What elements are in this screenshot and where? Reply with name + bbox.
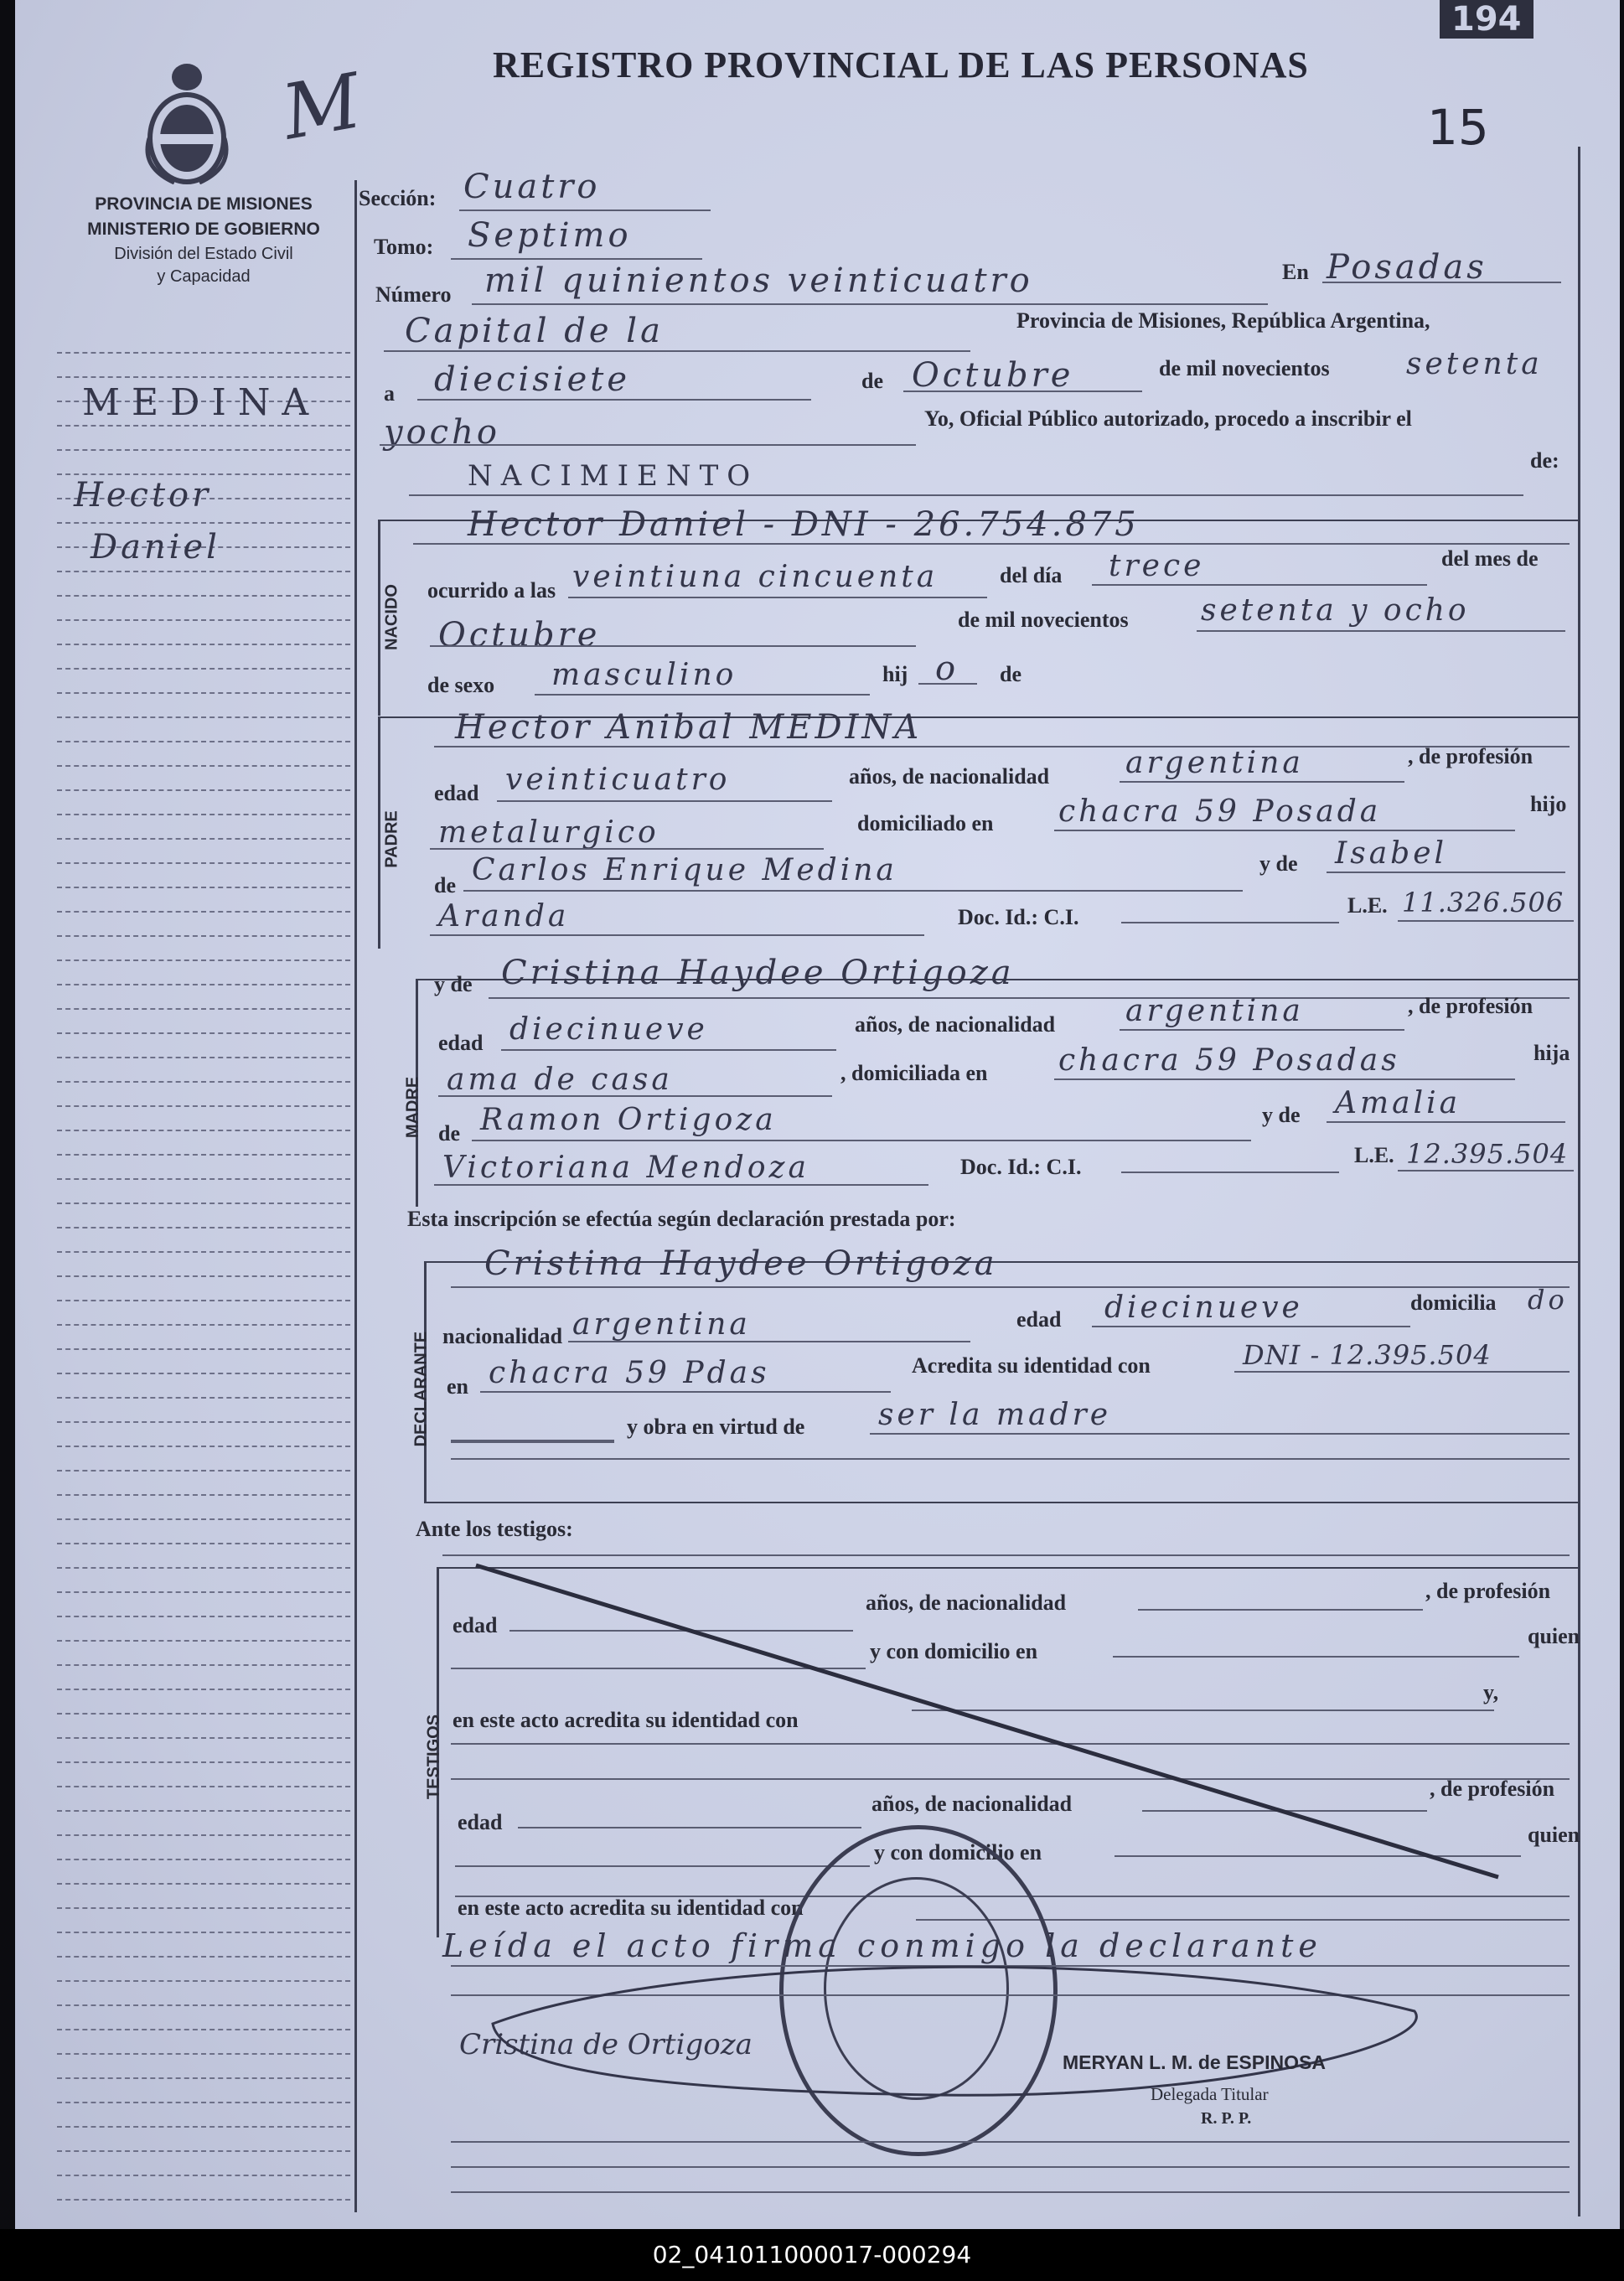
- padre-prof-value: metalurgico: [438, 815, 659, 850]
- testigo1-prof-label: , de profesión: [1425, 1579, 1551, 1603]
- mes-value: Octubre: [912, 356, 1074, 395]
- margin-rule-line: [57, 1081, 350, 1083]
- seccion-value: Cuatro: [463, 168, 601, 206]
- declarante-nac-label: nacionalidad: [442, 1324, 563, 1348]
- margin-rule-line: [57, 814, 350, 815]
- declarante-edad-value: diecinueve: [1104, 1290, 1303, 1325]
- margin-rule-line: [57, 1786, 350, 1787]
- sexo-value: masculino: [551, 658, 737, 692]
- tomo-label: Tomo:: [374, 235, 434, 259]
- margin-rule-line: [57, 959, 350, 961]
- mil-label: de mil novecientos: [1159, 356, 1330, 380]
- declarante-en-label: en: [447, 1374, 468, 1399]
- ante-testigos-label: Ante los testigos:: [416, 1517, 573, 1541]
- margin-rule-line: [57, 1008, 350, 1010]
- padre-dom-label: domiciliado en: [857, 811, 994, 835]
- margin-rule-line: [57, 571, 350, 572]
- margin-rule-line: [57, 425, 350, 427]
- declarante-dom-value: do: [1528, 1284, 1568, 1316]
- del-mes-label: del mes de: [1441, 546, 1539, 571]
- margin-rule-line: [57, 2199, 350, 2201]
- numero-label: Número: [375, 282, 452, 307]
- margin-rule-line: [57, 1057, 350, 1058]
- margin-rule-line: [57, 1421, 350, 1423]
- madre-yde2-label: y de: [1262, 1103, 1301, 1127]
- en-value: Posadas: [1327, 248, 1487, 287]
- obra-label: y obra en virtud de: [627, 1415, 805, 1439]
- margin-rule-line: [57, 789, 350, 791]
- madre-yde-label: y de: [434, 972, 473, 996]
- margin-rule-line: [57, 1567, 350, 1569]
- margin-rule-line: [57, 2004, 350, 2006]
- padre-madre2-value: Aranda: [438, 899, 570, 934]
- madre-hija-label: hija: [1533, 1041, 1570, 1065]
- margin-rule-line: [57, 1980, 350, 1982]
- testigo2-nac-label: años, de nacionalidad: [871, 1792, 1073, 1816]
- anio2-value: yocho: [384, 413, 500, 452]
- testigo2-acto-label: en este acto acredita su identidad con: [458, 1896, 804, 1920]
- oficial-text: Yo, Oficial Público autorizado, procedo a inscribir el: [924, 406, 1412, 431]
- testigo1-y-label: y,: [1483, 1680, 1499, 1704]
- provincia-text: Provincia de Misiones, República Argentina,: [1016, 308, 1430, 333]
- dept-line-1: PROVINCIA DE MISIONES: [95, 194, 313, 214]
- padre-hijo-label: hijo: [1530, 792, 1567, 816]
- padre-name: Hector Anibal MEDINA: [455, 708, 923, 747]
- initials-mark: M: [276, 56, 371, 158]
- testigo2-dom-label: y con domicilio en: [874, 1840, 1042, 1865]
- padre-prof-label: , de profesión: [1408, 744, 1533, 768]
- margin-rule-line: [57, 1956, 350, 1958]
- margin-rule-line: [57, 716, 350, 718]
- margin-rule-line: [57, 887, 350, 888]
- testigo2-quien-label: quien: [1528, 1823, 1580, 1847]
- margin-rule-line: [57, 2102, 350, 2103]
- padre-edad-label: edad: [434, 781, 479, 805]
- numero-value: mil quinientos veinticuatro: [484, 261, 1033, 300]
- padre-le-value: 11.326.506: [1402, 887, 1565, 918]
- corner-mark: 194: [1440, 0, 1533, 39]
- madre-label: MADRE: [403, 1076, 422, 1139]
- margin-rule-line: [57, 1664, 350, 1666]
- madre-nac-label: años, de nacionalidad: [855, 1012, 1056, 1037]
- padre-nac-label: años, de nacionalidad: [849, 764, 1050, 789]
- margin-rule-line: [57, 376, 350, 378]
- margin-rule-line: [57, 2053, 350, 2055]
- department-block: [57, 194, 350, 287]
- padre-le-label: L.E.: [1347, 893, 1388, 918]
- testigo2-edad-label: edad: [458, 1810, 503, 1834]
- declarante-signature: Cristina de Ortigoza: [459, 2028, 753, 2061]
- margin-rule-line: [57, 1348, 350, 1350]
- margin-rule-line: [57, 1932, 350, 1933]
- de-label: de: [861, 369, 883, 393]
- padre-padre-value: Carlos Enrique Medina: [472, 853, 897, 887]
- capital-value: Capital de la: [405, 312, 664, 350]
- margin-rule-line: [57, 838, 350, 840]
- declaracion-text: Esta inscripción se efectúa según declaración prestada por:: [407, 1207, 956, 1231]
- madre-madre2-value: Victoriana Mendoza: [442, 1151, 809, 1185]
- madre-name: Cristina Haydee Ortigoza: [501, 954, 1015, 992]
- margin-rule-line: [57, 1883, 350, 1885]
- margin-rule-line: [57, 1689, 350, 1690]
- margin-given-1: Hector: [74, 476, 212, 515]
- declarante-dom-label: domicilia: [1410, 1290, 1497, 1315]
- margin-surname: MEDINA: [82, 381, 321, 424]
- madre-dom-value: chacra 59 Posadas: [1058, 1043, 1400, 1078]
- hij-value: o: [935, 649, 959, 688]
- margin-rule-line: [57, 1761, 350, 1763]
- declarante-name: Cristina Haydee Ortigoza: [484, 1244, 998, 1283]
- margin-rule-line: [57, 2126, 350, 2128]
- testigo1-dom-label: y con domicilio en: [870, 1639, 1038, 1663]
- testigo2-prof-label: , de profesión: [1430, 1777, 1555, 1801]
- dept-line-2: MINISTERIO DE GOBIERNO: [87, 220, 320, 239]
- margin-rule-line: [57, 1713, 350, 1715]
- margin-rule-line: [57, 1105, 350, 1107]
- acto-value: NACIMIENTO: [468, 459, 759, 493]
- leida-text: Leída el acto firma conmigo la declarante: [442, 1927, 1322, 1964]
- margin-rule-line: [57, 1275, 350, 1277]
- testigo1-nac-label: años, de nacionalidad: [866, 1590, 1067, 1615]
- declarante-nac-value: argentina: [572, 1307, 751, 1342]
- margin-rule-line: [57, 1737, 350, 1739]
- padre-label: PADRE: [382, 810, 401, 868]
- margin-rule-line: [57, 473, 350, 475]
- testigos-label: TESTIGOS: [424, 1714, 443, 1800]
- margin-rule-line: [57, 668, 350, 670]
- sexo-label: de sexo: [427, 673, 495, 697]
- nacido-anio-value: setenta y ocho: [1201, 593, 1470, 628]
- margin-rule-line: [57, 1154, 350, 1156]
- page-title: REGISTRO PROVINCIAL DE LAS PERSONAS: [493, 44, 1309, 85]
- tomo-value: Septimo: [468, 216, 632, 255]
- margin-rule-line: [57, 1373, 350, 1374]
- dept-line-3: División del Estado Civil: [114, 245, 293, 263]
- margin-rule-line: [57, 1640, 350, 1642]
- margin-rule-line: [57, 644, 350, 645]
- margin-rule-line: [57, 1178, 350, 1180]
- margin-rule-line: [57, 595, 350, 597]
- margin-rule-line: [57, 1203, 350, 1204]
- margin-rule-line: [57, 619, 350, 621]
- margin-rule-line: [57, 1834, 350, 1836]
- madre-le-label: L.E.: [1354, 1143, 1394, 1167]
- del-dia-label: del día: [1000, 563, 1063, 587]
- image-caption: 02_041011000017-000294: [0, 2229, 1624, 2281]
- hora-value: veintiuna cincuenta: [572, 560, 939, 594]
- seccion-label: Sección:: [359, 186, 437, 210]
- margin-given-2: Daniel: [91, 528, 220, 566]
- de-end-label: de:: [1530, 448, 1559, 473]
- oficial-role: Delegada Titular: [1151, 2084, 1269, 2104]
- coat-of-arms-icon: [141, 59, 233, 189]
- margin-rule-line: [57, 352, 350, 354]
- margin-rule-line: [57, 1616, 350, 1617]
- padre-edad-value: veinticuatro: [505, 763, 731, 797]
- padre-doc-label: Doc. Id.: C.I.: [958, 905, 1079, 929]
- act-number: 15: [1427, 99, 1489, 156]
- ocurrido-label: ocurrido a las: [427, 578, 556, 603]
- padre-nac-value: argentina: [1125, 746, 1304, 780]
- padre-dom-value: chacra 59 Posada: [1058, 794, 1382, 829]
- margin-rule-line: [57, 984, 350, 985]
- declarante-label: DECLARANTE: [411, 1331, 431, 1447]
- margin-rule-line: [57, 1324, 350, 1326]
- margin-rule-line: [57, 522, 350, 524]
- testigo1-edad-label: edad: [453, 1613, 498, 1637]
- margin-rule-line: [57, 935, 350, 937]
- madre-prof-label: , de profesión: [1408, 994, 1533, 1018]
- madre-prof-value: ama de casa: [447, 1063, 673, 1097]
- padre-de-label: de: [434, 873, 456, 897]
- margin-rule-line: [57, 1300, 350, 1301]
- margin-rule-line: [57, 1397, 350, 1399]
- margin-rule-line: [57, 1470, 350, 1472]
- margin-rule-line: [57, 2175, 350, 2176]
- madre-de-label: de: [438, 1121, 460, 1146]
- margin-rule-line: [57, 2077, 350, 2079]
- nacido-dia-value: trece: [1109, 549, 1205, 583]
- dia-value: diecisiete: [434, 360, 631, 399]
- margin-rule-line: [57, 1130, 350, 1131]
- obra-value: ser la madre: [878, 1398, 1112, 1432]
- margin-rule-line: [57, 1907, 350, 1909]
- acredita-label: Acredita su identidad con: [912, 1353, 1151, 1378]
- margin-rule-line: [57, 1227, 350, 1228]
- testigos-strikeout: [468, 1559, 1507, 1885]
- left-border: [354, 180, 357, 2212]
- acredita-value: DNI - 12.395.504: [1243, 1339, 1492, 1371]
- en-label: En: [1282, 260, 1309, 284]
- margin-rule-line: [57, 741, 350, 742]
- nacido-name: Hector Daniel - DNI - 26.754.875: [468, 505, 1140, 544]
- margin-rule-line: [57, 2150, 350, 2152]
- margin-rule-line: [57, 1543, 350, 1544]
- dept-line-4: y Capacidad: [157, 267, 251, 286]
- testigo1-quien-label: quien: [1528, 1624, 1580, 1648]
- madre-doc-label: Doc. Id.: C.I.: [960, 1155, 1082, 1179]
- margin-rule-line: [57, 765, 350, 767]
- padre-yde-label: y de: [1259, 851, 1298, 876]
- madre-padre-value: Ramon Ortigoza: [480, 1103, 777, 1137]
- nacido-mil-label: de mil novecientos: [958, 608, 1129, 632]
- anio-value: setenta: [1406, 347, 1543, 381]
- margin-rule-line: [57, 692, 350, 694]
- margin-rule-line: [57, 1591, 350, 1593]
- margin-rule-line: [57, 2029, 350, 2030]
- declarante-edad-label: edad: [1016, 1307, 1062, 1332]
- hij-label: hij: [882, 662, 908, 686]
- margin-rule-line: [57, 1859, 350, 1860]
- margin-rule-line: [57, 1032, 350, 1034]
- oficial-name: MERYAN L. M. de ESPINOSA: [1063, 2051, 1326, 2073]
- madre-madre-value: Amalia: [1335, 1086, 1461, 1120]
- document-page: [15, 0, 1620, 2229]
- testigo1-acto-label: en este acto acredita su identidad con: [453, 1708, 799, 1732]
- padre-madre-value: Isabel: [1335, 836, 1448, 871]
- madre-dom-label: , domiciliada en: [840, 1061, 988, 1085]
- margin-rule-line: [57, 1251, 350, 1253]
- madre-le-value: 12.395.504: [1406, 1138, 1569, 1170]
- margin-rule-line: [57, 449, 350, 451]
- nacido-label: NACIDO: [382, 584, 401, 650]
- margin-rule-line: [57, 911, 350, 913]
- margin-rule-line: [57, 1446, 350, 1447]
- oficial-org: R. P. P.: [1201, 2109, 1252, 2128]
- madre-nac-value: argentina: [1125, 994, 1304, 1028]
- margin-rule-line: [57, 1494, 350, 1496]
- margin-rule-line: [57, 862, 350, 864]
- margin-rule-line: [57, 1518, 350, 1520]
- a-label: a: [384, 381, 395, 406]
- madre-edad-label: edad: [438, 1031, 484, 1055]
- nacido-mes-value: Octubre: [438, 616, 601, 654]
- margin-rule-line: [57, 1810, 350, 1812]
- nacido-de-label: de: [1000, 662, 1021, 686]
- declarante-en-value: chacra 59 Pdas: [489, 1356, 770, 1390]
- madre-edad-value: diecinueve: [509, 1012, 708, 1047]
- signature-loop: [468, 1944, 1440, 2103]
